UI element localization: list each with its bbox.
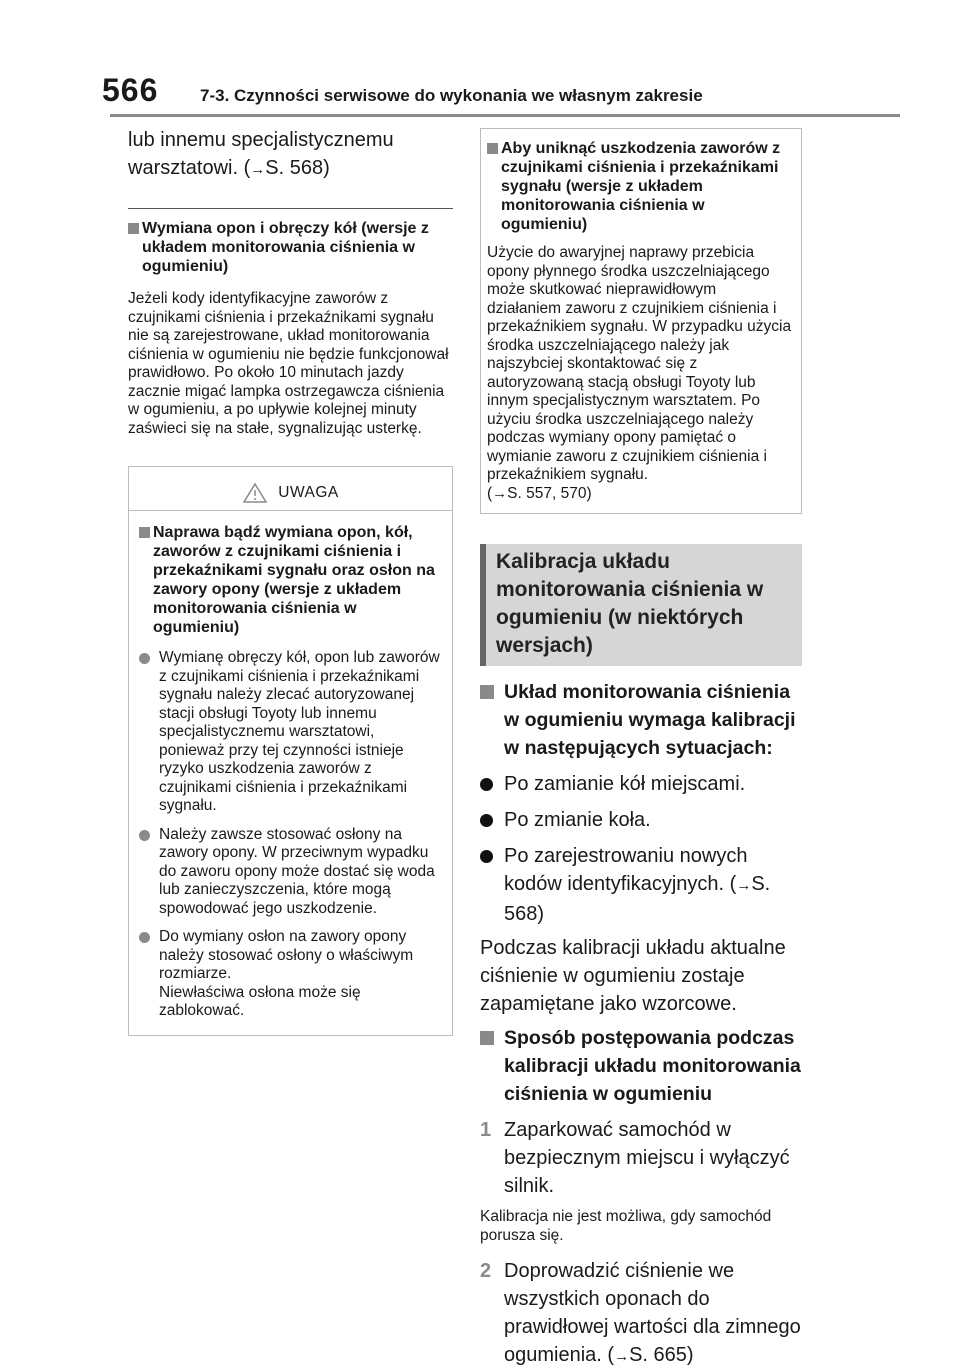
dot-bullet-icon <box>139 653 150 664</box>
step-number: 1 <box>480 1119 492 1141</box>
calibration-item: Po zarejestrowaniu nowych kodów identyfikacyjnych. (→S. 568) <box>480 842 802 928</box>
page-reference[interactable]: S. 665) <box>629 1344 694 1366</box>
note-paragraph: Użycie do awaryjnej naprawy przebicia opony płynnego środka uszczelniającego może skutkować nieprawidłowym działaniem zaworu z czujnikiem ciśnienia i przekaźnikiem sygnału. W przypadku użycia środka uszczelniającego należy jak najszybciej skontaktować się z autoryzowaną stacją obsługi Toyoty lub innym specjalistycznym warsztatem. Po użyciu środka uszczelniającego należy podczas wymiany opony pamiętać o wymianie zaworu z czujnikiem ciśnienia i przekaźnikiem sygnału. (→S. 557, 570) <box>487 244 792 502</box>
warning-item: Do wymiany osłon na zawory opony należy stosować osłony o właściwym rozmiarze. <box>139 928 444 984</box>
section-divider <box>128 208 453 209</box>
step-number: 2 <box>480 1260 492 1282</box>
calibration-banner: Kalibracja układu monitorowania ciśnienia w ogumieniu (w niektórych wersjach) <box>480 544 802 666</box>
step-note: Kalibracja nie jest możliwa, gdy samochód porusza się. <box>480 1208 772 1244</box>
continuation-text: lub innemu specjalistycznemu warsztatowi. (→S. 568) <box>128 129 394 179</box>
dot-bullet-icon <box>480 850 493 863</box>
warning-triangle-icon <box>242 482 268 504</box>
arrow-icon: → <box>614 1348 630 1365</box>
dot-bullet-icon <box>139 932 150 943</box>
note-box <box>480 128 802 514</box>
warning-item: Należy zawsze stosować osłony na zawory opony. W przeciwnym wypadku do zaworu opony może dostać się woda lub zanieczyszczenia, które mogą spowodować jego uszkodzenie. <box>139 826 444 919</box>
left-column <box>128 124 453 1036</box>
warning-box <box>128 466 453 1036</box>
calibration-item: Po zmianie koła. <box>480 806 802 834</box>
calibration-item: Po zamianie kół miejscami. <box>480 770 802 798</box>
calibration-paragraph: Podczas kalibracji układu aktualne ciśnienie w ogumieniu zostaje zapamiętane jako wzorcowe. <box>480 937 786 1015</box>
page-reference[interactable]: S. 568) <box>265 157 330 179</box>
arrow-icon: → <box>250 161 266 178</box>
page-reference[interactable]: S. 557, 570) <box>507 484 592 502</box>
page-header <box>0 0 960 118</box>
square-bullet-icon <box>139 527 150 538</box>
dot-bullet-icon <box>480 814 493 827</box>
square-bullet-icon <box>480 685 494 699</box>
warning-item: Wymianę obręczy kół, opon lub zaworów z czujnikami ciśnienia i przekaźnikami sygnału należy zlecać autoryzowanej stacji obsługi Toyoty lub innemu specjalistycznemu warsztatowi, ponieważ przy tej czynności istnieje ryzyko uszkodzenia zaworów z czujnikami ciśnienia i przekaźnikami sygnału. <box>139 649 444 816</box>
header-divider <box>110 114 900 117</box>
procedure-heading: Sposób postępowania podczas kalibracji układu monitorowania ciśnienia w ogumieniu <box>480 1024 802 1108</box>
warning-title: UWAGA <box>278 483 339 501</box>
section-title: 7-3. Czynności serwisowe do wykonania we własnym zakresie <box>200 86 703 105</box>
square-bullet-icon <box>128 223 139 234</box>
calibration-heading: Układ monitorowania ciśnienia w ogumieniu wymaga kalibracji w następujących sytuacjach: <box>480 678 802 762</box>
procedure-step: 2 Doprowadzić ciśnienie we wszystkich oponach do prawidłowej wartości dla zimnego ogumienia. (→S. 665) <box>480 1257 802 1371</box>
warning-title-bar <box>129 475 452 511</box>
procedure-step: 1 Zaparkować samochód w bezpiecznym miejscu i wyłączyć silnik. <box>480 1116 802 1200</box>
note-heading: Aby uniknąć uszkodzenia zaworów z czujnikami ciśnienia i przekaźnikami sygnału (wersje z układem monitorowania ciśnienia w ogumieniu) <box>487 139 793 234</box>
square-bullet-icon <box>480 1031 494 1045</box>
tire-replacement-heading: Wymiana opon i obręczy kół (wersje z układem monitorowania ciśnienia w ogumieniu) <box>128 219 453 276</box>
dot-bullet-icon <box>480 778 493 791</box>
arrow-icon: → <box>492 484 508 502</box>
arrow-icon: → <box>736 877 752 894</box>
page-reference[interactable]: S. 568) <box>504 873 771 925</box>
square-bullet-icon <box>487 143 498 154</box>
warning-heading: Naprawa bądź wymiana opon, kół, zaworów z czujnikami ciśnienia i przekaźnikami sygnału oraz osłon na zawory opony (wersje z układem monitorowania ciśnienia w ogumieniu) <box>139 523 444 637</box>
right-column <box>480 124 802 1371</box>
dot-bullet-icon <box>139 830 150 841</box>
warning-extra-line: Niewłaściwa osłona może się zablokować. <box>159 983 361 1019</box>
page-number: 566 <box>102 72 159 108</box>
tire-replacement-paragraph: Jeżeli kody identyfikacyjne zaworów z czujnikami ciśnienia i przekaźnikami sygnału nie są zarejestrowane, układ monitorowania ciśnienia w ogumieniu nie będzie funkcjonował prawidłowo. Po około 10 minutach jazdy zacznie migać lampka ostrzegawcza ciśnienia w ogumieniu, a po upływie kolejnej minuty zaświeci się na stałe, sygnalizując usterkę. <box>128 290 449 437</box>
